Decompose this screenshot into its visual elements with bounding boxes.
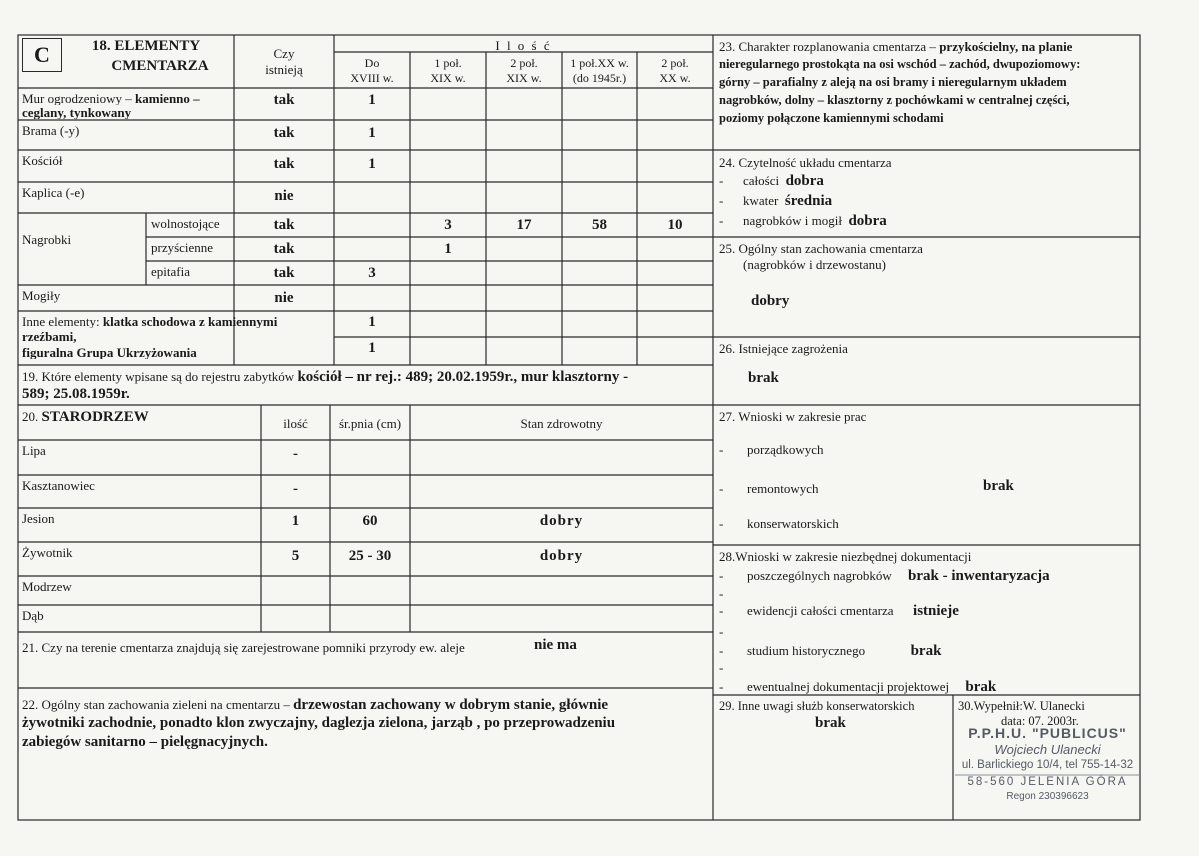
col-header-1-l1: Do <box>364 56 380 70</box>
q23-line4: nagrobków, dolny – klasztorny z pochówkami w centralnej części, <box>719 93 1070 107</box>
kaplica-exists: nie <box>274 188 294 204</box>
wolnostojace-col3: 17 <box>516 217 532 233</box>
tree-name: Żywotnik <box>22 545 73 560</box>
q28-dash: - <box>719 586 724 601</box>
q24-item: - kwater średnia <box>719 193 833 209</box>
tree-count: 5 <box>291 548 300 564</box>
mogily-exists: nie <box>274 290 294 306</box>
stamp-city: 58-560 JELENIA GÓRA <box>967 776 1128 788</box>
q27-value: brak <box>983 478 1014 494</box>
q19-line2: 589; 25.08.1959r. <box>22 386 130 402</box>
tree-name: Modrzew <box>22 579 72 594</box>
col-header-4-l2: (do 1945r.) <box>572 71 627 85</box>
brama-exists: tak <box>273 125 295 141</box>
q20-header-stan: Stan zdrowotny <box>520 416 603 431</box>
q20-header-ilosc: ilość <box>283 416 308 431</box>
przyscienne-label: przyścienne <box>151 240 214 255</box>
nagrobki-label: Nagrobki <box>22 232 72 247</box>
wolnostojace-col2: 3 <box>444 217 452 233</box>
tree-count: 1 <box>291 513 300 529</box>
q28-dash: - <box>719 624 724 639</box>
q28-item: - poszczególnych nagrobków brak - inwentaryzacja <box>719 568 1050 584</box>
tree-count: - <box>293 481 298 497</box>
czy-header-line2: istnieją <box>265 62 303 77</box>
col-header-3-l1: 2 poł. <box>510 56 538 70</box>
q20-header-srednica: śr.pnia (cm) <box>338 416 402 431</box>
q30-date: data: 07. 2003r. <box>1001 714 1079 728</box>
wolnostojace-exists: tak <box>273 217 295 233</box>
inne-label-line2: rzeźbami, <box>22 329 77 343</box>
tree-state: dobry <box>539 548 584 564</box>
tree-diameter: 25 - 30 <box>348 548 392 564</box>
q25-value: dobry <box>751 293 790 309</box>
inne-col1-a: 1 <box>368 314 376 330</box>
tree-name: Jesion <box>22 511 55 526</box>
mur-label-line2: ceglany, tynkowany <box>22 105 132 119</box>
section-18-title-line2: CMENTARZA <box>111 58 209 74</box>
tree-name: Dąb <box>22 608 44 623</box>
q24-item: - nagrobków i mogił dobra <box>719 213 887 229</box>
q28-item: - ewidencji całości cmentarza istnieje <box>719 603 959 619</box>
kosciol-exists: tak <box>273 156 295 172</box>
mur-label: Mur ogrodzeniowy – kamienno – <box>22 91 200 105</box>
col-header-2-l2: XIX w. <box>430 71 466 85</box>
mur-col1: 1 <box>368 92 376 108</box>
inne-label-line3: figuralna Grupa Ukrzyżowania <box>22 345 197 359</box>
q28-label: 28.Wnioski w zakresie niezbędnej dokumentacji <box>719 549 972 564</box>
epitafia-col1: 3 <box>368 265 376 281</box>
col-header-4-l1: 1 poł.XX w. <box>570 56 629 70</box>
q24-label: 24. Czytelność układu cmentarza <box>719 155 892 170</box>
kaplica-label: Kaplica (-e) <box>22 185 85 200</box>
stamp-company: P.P.H.U. "PUBLICUS" <box>968 725 1127 741</box>
kosciol-label: Kościół <box>22 153 63 168</box>
q28-dash: - <box>719 660 724 675</box>
q27-item: - porządkowych <box>719 442 824 457</box>
q21-value: nie ma <box>534 637 577 653</box>
q30-label: 30.Wypełnił:W. Ulanecki <box>958 699 1085 713</box>
mogily-label: Mogiły <box>22 288 61 303</box>
q21-label: 21. Czy na terenie cmentarza znajdują się zarejestrowane pomniki przyrody ew. aleje <box>22 640 465 655</box>
inne-label: Inne elementy: klatka schodowa z kamiennymi <box>22 314 278 328</box>
mur-exists: tak <box>273 92 295 108</box>
q25-label-line1: 25. Ogólny stan zachowania cmentarza <box>719 241 923 256</box>
q27-label: 27. Wnioski w zakresie prac <box>719 409 867 424</box>
stamp-regon: Regon 230396623 <box>1006 791 1089 802</box>
q28-item: - studium historycznego brak <box>719 643 942 659</box>
q23-line2: nieregularnego prostokąta na osi wschód – zachód, dwupoziomowy: <box>719 57 1081 71</box>
tree-name: Lipa <box>22 443 46 458</box>
epitafia-label: epitafia <box>151 264 190 279</box>
q22-line2: żywotniki zachodnie, ponadto klon zwyczajny, daglezja zielona, jarząb , po przeprowadzeniu <box>22 715 616 731</box>
col-header-3-l2: XIX w. <box>506 71 542 85</box>
q24-item: - całości dobra <box>719 173 824 189</box>
q26-label: 26. Istniejące zagrożenia <box>719 341 848 356</box>
q27-item: - remontowych <box>719 481 819 496</box>
section-letter: C <box>22 38 62 72</box>
wolnostojace-label: wolnostojące <box>151 216 220 231</box>
q29-value: brak <box>815 715 846 731</box>
q25-label-line2: (nagrobków i drzewostanu) <box>743 257 886 272</box>
stamp-address: ul. Barlickiego 10/4, tel 755-14-32 <box>961 759 1134 771</box>
col-header-2-l1: 1 poł. <box>434 56 462 70</box>
brama-col1: 1 <box>368 125 376 141</box>
q22-line3: zabiegów sanitarno – pielęgnacyjnych. <box>22 734 268 750</box>
przyscienne-col2: 1 <box>444 241 452 257</box>
tree-name: Kasztanowiec <box>22 478 95 493</box>
q23-line1: 23. Charakter rozplanowania cmentarza – przykościelny, na planie <box>719 39 1073 54</box>
q29-label: 29. Inne uwagi służb konserwatorskich <box>719 699 915 713</box>
q22-line1: 22. Ogólny stan zachowania zieleni na cmentarzu – drzewostan zachowany w dobrym stanie, głównie <box>22 697 609 713</box>
col-header-1-l2: XVIII w. <box>350 71 394 85</box>
brama-label: Brama (-y) <box>22 123 80 138</box>
przyscienne-exists: tak <box>273 241 295 257</box>
wolnostojace-col4: 58 <box>592 217 607 233</box>
tree-state: dobry <box>539 513 584 529</box>
inne-col1-b: 1 <box>368 340 376 356</box>
wolnostojace-col5: 10 <box>667 217 683 233</box>
tree-diameter: 60 <box>362 513 378 529</box>
col-header-5-l2: XX w. <box>659 71 691 85</box>
q26-value: brak <box>748 370 779 386</box>
q23-line3: górny – parafialny z aleją na osi bramy i nieregularnym układem <box>719 75 1067 89</box>
stamp-name: Wojciech Ulanecki <box>994 742 1101 757</box>
section-18-title-line1: 18. ELEMENTY <box>91 38 201 54</box>
ilosc-header: I l o ś ć <box>495 38 552 53</box>
q20-title: 20. STARODRZEW <box>22 409 149 425</box>
q27-item: - konserwatorskich <box>719 516 839 531</box>
kosciol-col1: 1 <box>368 156 376 172</box>
epitafia-exists: tak <box>273 265 295 281</box>
q28-item: - ewentualnej dokumentacji projektowej brak <box>719 679 997 695</box>
tree-count: - <box>293 446 298 462</box>
col-header-5-l1: 2 poł. <box>661 56 689 70</box>
q19-line1: 19. Które elementy wpisane są do rejestru zabytków kościół – nr rej.: 489; 20.02.1959r., mur klasztorny - <box>22 369 629 385</box>
q23-line5: poziomy połączone kamiennymi schodami <box>719 111 944 125</box>
czy-header-line1: Czy <box>273 46 295 61</box>
